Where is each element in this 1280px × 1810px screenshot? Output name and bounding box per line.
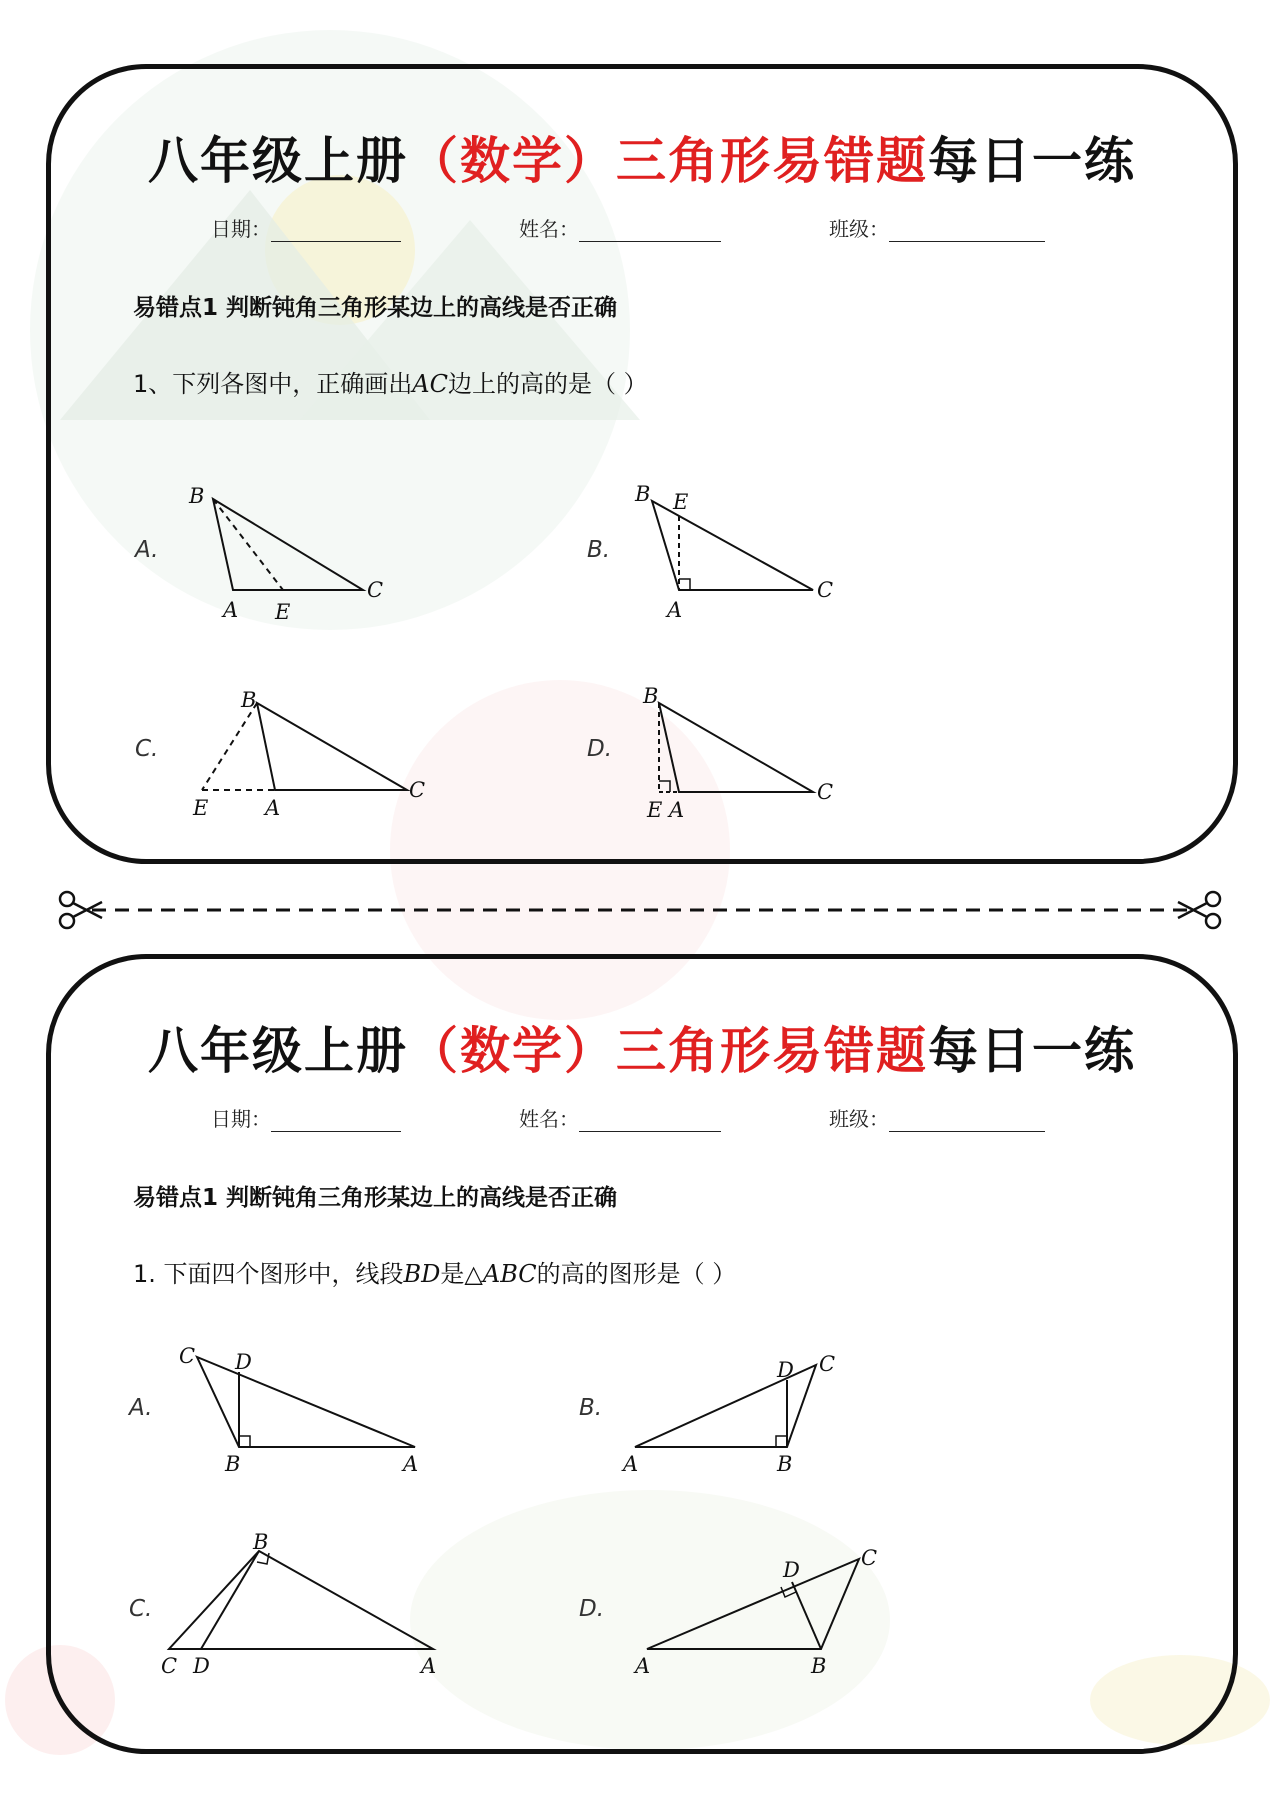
title-part-topic: （数学）三角形易错题 — [408, 1022, 928, 1080]
figure-c — [135, 688, 425, 820]
figure-b — [579, 1352, 835, 1476]
question-mid: 是 — [440, 1260, 465, 1288]
point-label: D — [783, 1558, 800, 1582]
class-label: 班级： — [829, 1107, 889, 1131]
segment-bd-c — [201, 1551, 259, 1649]
point-label: C — [367, 578, 384, 602]
point-label: A — [403, 1452, 419, 1476]
point-label: A — [265, 796, 281, 820]
class-label: 班级： — [829, 217, 889, 241]
point-label: B — [225, 1452, 241, 1476]
question-suffix: 边上的高的是（ ） — [447, 370, 648, 398]
point-label: A — [623, 1452, 639, 1476]
point-label: E — [673, 490, 689, 514]
figure-c — [129, 1530, 436, 1678]
date-label: 日期： — [211, 1107, 271, 1131]
figure-d — [579, 1546, 877, 1678]
worksheet-card-1 — [46, 64, 1238, 864]
option-label-b: B. — [587, 537, 611, 563]
point-label: C — [409, 778, 426, 802]
point-label: D — [235, 1350, 252, 1374]
point-label: D — [193, 1654, 210, 1678]
question-prefix: 1、下列各图中，正确画出 — [133, 370, 413, 398]
figure-a — [133, 484, 383, 624]
point-label: D — [777, 1358, 794, 1382]
option-label-a: A. — [129, 1395, 153, 1421]
right-angle-mark — [239, 1436, 250, 1447]
point-label: A — [421, 1654, 437, 1678]
question-suffix: 的高的图形是（ ） — [536, 1260, 737, 1288]
figure-d — [587, 684, 833, 822]
point-label: A — [667, 598, 683, 622]
figure-b — [587, 482, 833, 622]
right-angle-mark — [659, 781, 670, 792]
segment-bd-d — [792, 1582, 821, 1649]
right-angle-mark — [679, 579, 690, 590]
point-label: A — [223, 598, 239, 622]
triangle-a — [197, 1357, 415, 1447]
point-label: C — [161, 1654, 178, 1678]
point-label: C — [817, 780, 834, 804]
option-label-b: B. — [579, 1395, 603, 1421]
title-part-grade: 八年级上册 — [148, 132, 408, 190]
figures-panel — [51, 69, 1243, 869]
triangle-d — [659, 703, 813, 792]
option-label-d: D. — [587, 736, 613, 762]
cut-line — [0, 880, 1280, 940]
name-label: 姓名： — [519, 1107, 579, 1131]
point-label: B — [777, 1452, 793, 1476]
figures-panel — [51, 959, 1243, 1759]
point-label: E — [193, 796, 209, 820]
height-line-c — [202, 703, 257, 790]
option-label-c: C. — [135, 736, 159, 762]
section-heading: 易错点1 判断钝角三角形某边上的高线是否正确 — [133, 295, 618, 321]
question-variable: BD — [403, 1260, 441, 1288]
point-label: C — [179, 1344, 196, 1368]
point-label: E — [275, 600, 291, 624]
title-part-daily: 每日一练 — [928, 132, 1136, 190]
section-heading: 易错点1 判断钝角三角形某边上的高线是否正确 — [133, 1185, 618, 1211]
point-label: C — [861, 1546, 878, 1570]
point-label: E — [647, 798, 663, 822]
title-part-daily: 每日一练 — [928, 1022, 1136, 1080]
question-prefix: 1. 下面四个图形中，线段 — [133, 1260, 404, 1288]
option-label-c: C. — [129, 1596, 153, 1622]
date-label: 日期： — [211, 217, 271, 241]
triangle-c — [257, 703, 407, 790]
worksheet-card-2 — [46, 954, 1238, 1754]
option-label-a: A. — [135, 537, 159, 563]
point-label: B — [635, 482, 651, 506]
title-part-grade: 八年级上册 — [148, 1022, 408, 1080]
right-angle-mark — [776, 1436, 787, 1447]
point-label: B — [189, 484, 205, 508]
point-label: B — [811, 1654, 827, 1678]
question-variable: AC — [412, 370, 448, 398]
title-part-topic: （数学）三角形易错题 — [408, 132, 928, 190]
triangle-b — [652, 501, 813, 590]
point-label: B — [253, 1530, 269, 1554]
triangle-a — [213, 499, 363, 590]
point-label: A — [669, 798, 685, 822]
figure-a — [127, 1344, 418, 1476]
name-label: 姓名： — [519, 217, 579, 241]
point-label: B — [241, 688, 257, 712]
point-label: A — [635, 1654, 651, 1678]
option-label-d: D. — [579, 1596, 605, 1622]
point-label: B — [643, 684, 659, 708]
point-label: C — [817, 578, 834, 602]
triangle-d — [647, 1559, 859, 1649]
point-label: C — [819, 1352, 836, 1376]
question-variable-2: △ABC — [464, 1260, 537, 1288]
